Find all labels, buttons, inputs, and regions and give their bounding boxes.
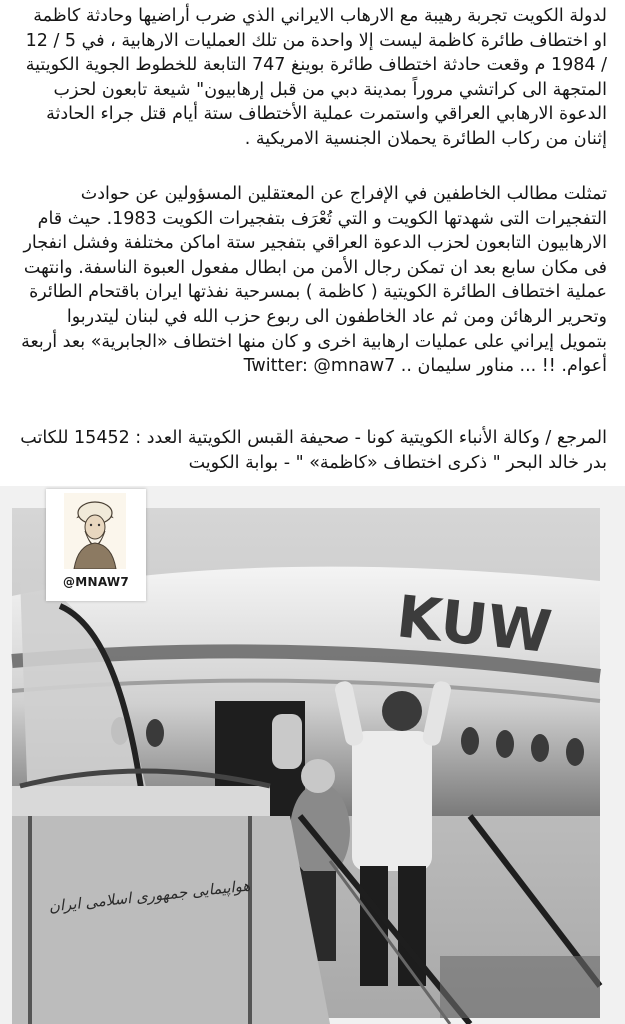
fuselage-lettering: KUW [393, 582, 555, 667]
paragraph-1-text: لدولة الكويت تجربة رهيبة مع الارهاب الايراني الذي ضرب أراضيها وحادثة كاظمة او اختطاف طائرة كاظمة ليست إلا واحدة من تلك العمليات الارهابية ، في 5 / 12 / 1984 م وقعت حادثة اختطاف طائرة بوينغ 747 التابعة للخطوط الجوية الكويتية المتجهة الى كراتشي مروراً بمدينة دبي من قبل إرهابيون" شيعة تابعون لحزب الدعوة الارهابي العراقي واستمرت عملية الأختطاف ستة أيام قتل جراء الحادثة إثنان من ركاب الطائرة يحملان الجنسية الامريكية . [25, 6, 607, 149]
paragraph-2-text: تمثلت مطالب الخاطفين في الإفراج عن المعتقلين المسؤولين عن حوادث التفجيرات التى شهدتها الكويت و التي تُعْرَف بتفجيرات الكويت 1983. حيث قام الارهابيون التابعون لحزب الدعوة العراقي بتفجير ستة اماكن مختلفة وفشل انفجار فى مكان سابع بعد ان تمكن رجال الأمن من ابطال مفعول العبوة الناسفة. وانتهت عملية اختطاف الطائرة الكويتية ( كاظمة ) بمسرحية نفذتها ايران باقتحام الطائرة وتحرير الرهائن ومن ثم عاد الخاطفون الى ربوع حزب الله في لبنان ليتدربوا بتمويل إيراني على عمليات ارهابية اخرى و كان منها اختطاف «الجابرية» بعد أربعة أعوام. !! ... مناور سليمان .. Twitter: @mnaw7 [21, 184, 607, 377]
article-paragraph-1 [15, 4, 607, 152]
article-paragraph-2 [15, 182, 607, 379]
reference-note [15, 426, 607, 475]
author-handle: @MNAW7 [62, 575, 130, 589]
boarding-stairs [12, 816, 330, 1024]
turbaned-elder-portrait-icon [64, 493, 126, 569]
reference-text: المرجع / وكالة الأنباء الكويتية كونا - صحيفة القبس الكويتية العدد : 15452 للكاتب بدر خالد البحر " ذكرى اختطاف «كاظمة» " - بوابة الكويت [20, 428, 607, 473]
stair-inscription: هواپیمایی جمهوری اسلامی ایران [47, 876, 252, 916]
author-badge [46, 489, 146, 601]
